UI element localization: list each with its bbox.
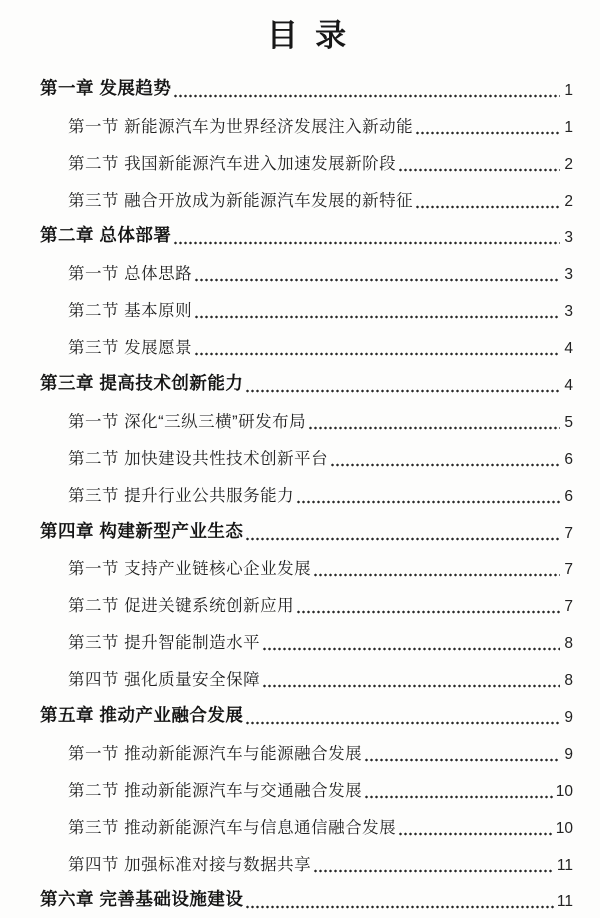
dot-leader bbox=[173, 68, 560, 105]
toc-entry-label: 第四节 强化质量安全保障 bbox=[68, 671, 261, 690]
toc-entry-page: 4 bbox=[564, 340, 573, 358]
toc-entry-section bbox=[40, 105, 573, 142]
dot-leader bbox=[313, 843, 554, 880]
toc-entry-section bbox=[40, 326, 573, 363]
dot-leader bbox=[296, 474, 560, 511]
toc-entry-page: 6 bbox=[564, 450, 573, 468]
toc-entry-page: 3 bbox=[564, 229, 573, 247]
dot-leader bbox=[313, 548, 560, 585]
toc-entry-section bbox=[40, 400, 573, 437]
dot-leader bbox=[415, 179, 560, 216]
toc-entry-label: 第三节 提升行业公共服务能力 bbox=[68, 486, 295, 505]
toc-entry-section bbox=[40, 252, 573, 289]
toc-entry-chapter bbox=[40, 363, 573, 400]
toc-entry-page: 6 bbox=[564, 487, 573, 505]
dot-leader bbox=[296, 584, 560, 621]
toc-entry-page: 4 bbox=[564, 377, 573, 395]
toc-entry-section bbox=[40, 806, 573, 843]
toc-entry-label: 第三节 提升智能制造水平 bbox=[68, 634, 261, 653]
dot-leader bbox=[364, 732, 560, 769]
toc-entry-label: 第二章 总体部署 bbox=[40, 225, 172, 246]
toc-entry-page: 8 bbox=[564, 635, 573, 653]
toc-entry-label: 第四节 加强标准对接与数据共享 bbox=[68, 855, 312, 874]
toc-entry-label: 第二节 我国新能源汽车进入加速发展新阶段 bbox=[68, 154, 397, 173]
toc-entry-chapter bbox=[40, 880, 573, 917]
toc-entry-label: 第一节 深化“三纵三横”研发布局 bbox=[68, 412, 307, 431]
dot-leader bbox=[398, 142, 560, 179]
dot-leader bbox=[194, 289, 560, 326]
toc-entry-page: 7 bbox=[564, 524, 573, 542]
toc-entry-page: 8 bbox=[564, 672, 573, 690]
dot-leader bbox=[330, 437, 560, 474]
toc-entry-page: 10 bbox=[555, 782, 573, 800]
dot-leader bbox=[194, 326, 560, 363]
dot-leader bbox=[364, 769, 553, 806]
toc-entry-page: 2 bbox=[564, 192, 573, 210]
toc-entry-page: 3 bbox=[564, 266, 573, 284]
toc-entry-chapter bbox=[40, 695, 573, 732]
toc-entry-label: 第二节 基本原则 bbox=[68, 302, 193, 321]
toc-entry-label: 第一节 总体思路 bbox=[68, 265, 193, 284]
toc-entry-section bbox=[40, 658, 573, 695]
toc-entry-page: 3 bbox=[564, 303, 573, 321]
toc-entry-page: 1 bbox=[564, 118, 573, 136]
page-title: 目 录 bbox=[266, 18, 347, 53]
toc-entry-page: 10 bbox=[555, 819, 573, 837]
toc-entry-section bbox=[40, 474, 573, 511]
toc-entry-label: 第一章 发展趋势 bbox=[40, 77, 172, 98]
toc-entry-label: 第三章 提高技术创新能力 bbox=[40, 373, 244, 394]
toc-entry-label: 第三节 推动新能源汽车与信息通信融合发展 bbox=[68, 818, 397, 837]
toc-entry-label: 第三节 融合开放成为新能源汽车发展的新特征 bbox=[68, 191, 414, 210]
toc-entry-section bbox=[40, 289, 573, 326]
toc-entry-page: 7 bbox=[564, 598, 573, 616]
toc-entry-label: 第四章 构建新型产业生态 bbox=[40, 520, 244, 541]
toc-entry-label: 第三节 发展愿景 bbox=[68, 339, 193, 358]
dot-leader bbox=[308, 400, 560, 437]
toc-entry-page: 11 bbox=[556, 856, 573, 874]
toc-entry-page: 2 bbox=[564, 155, 573, 173]
toc-entry-section bbox=[40, 769, 573, 806]
toc-entry-page: 9 bbox=[564, 709, 573, 727]
dot-leader bbox=[245, 363, 560, 400]
dot-leader bbox=[245, 880, 554, 917]
toc-entry-chapter bbox=[40, 511, 573, 548]
toc-entry-section bbox=[40, 437, 573, 474]
toc-entry-page: 11 bbox=[556, 893, 573, 911]
toc-entry-page: 7 bbox=[564, 561, 573, 579]
toc-entry-label: 第一节 新能源汽车为世界经济发展注入新动能 bbox=[68, 117, 414, 136]
toc-entry-label: 第五章 推动产业融合发展 bbox=[40, 705, 244, 726]
toc-entry-chapter bbox=[40, 68, 573, 105]
dot-leader bbox=[173, 216, 560, 253]
toc-entry-section bbox=[40, 621, 573, 658]
toc-entry-section bbox=[40, 548, 573, 585]
toc-entry-label: 第一节 推动新能源汽车与能源融合发展 bbox=[68, 744, 363, 763]
dot-leader bbox=[398, 806, 553, 843]
toc-entry-section bbox=[40, 179, 573, 216]
dot-leader bbox=[415, 105, 560, 142]
toc-entry-chapter bbox=[40, 216, 573, 253]
dot-leader bbox=[194, 252, 560, 289]
dot-leader bbox=[262, 621, 560, 658]
toc-entry-section bbox=[40, 843, 573, 880]
toc-entry-page: 5 bbox=[564, 413, 573, 431]
toc-entry-label: 第二节 推动新能源汽车与交通融合发展 bbox=[68, 781, 363, 800]
toc-list bbox=[40, 68, 573, 916]
dot-leader bbox=[245, 695, 560, 732]
toc-entry-label: 第二节 促进关键系统创新应用 bbox=[68, 597, 295, 616]
toc-entry-section bbox=[40, 732, 573, 769]
toc-entry-label: 第一节 支持产业链核心企业发展 bbox=[68, 560, 312, 579]
dot-leader bbox=[245, 511, 560, 548]
toc-entry-section bbox=[40, 584, 573, 621]
dot-leader bbox=[262, 658, 560, 695]
toc-entry-section bbox=[40, 142, 573, 179]
toc-entry-label: 第二节 加快建设共性技术创新平台 bbox=[68, 449, 329, 468]
toc-entry-label: 第六章 完善基础设施建设 bbox=[40, 889, 244, 910]
toc-entry-page: 1 bbox=[564, 81, 573, 99]
toc-entry-page: 9 bbox=[564, 745, 573, 763]
